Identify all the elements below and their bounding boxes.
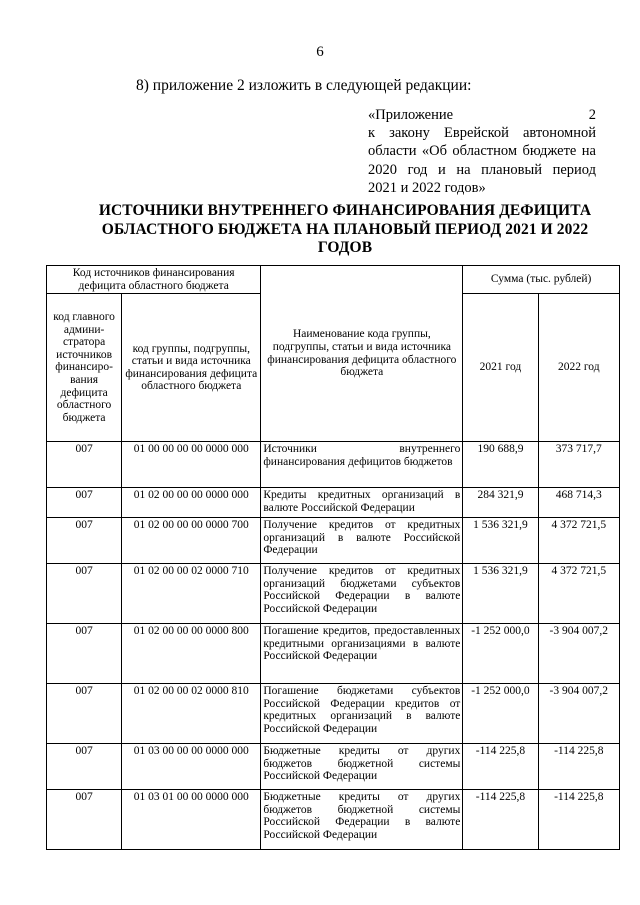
- source-code-cell: 01 03 00 00 00 0000 000: [122, 744, 261, 790]
- admin-code-cell: 007: [47, 684, 122, 744]
- appendix-line: к закону Еврейской автономной: [368, 125, 596, 142]
- source-code-cell: 01 02 00 00 00 0000 000: [122, 488, 261, 518]
- amount-2021-cell: 284 321,9: [463, 488, 538, 518]
- amount-2021-cell: 190 688,9: [463, 442, 538, 488]
- amount-2022-cell: -114 225,8: [538, 790, 619, 850]
- header-year-2021: 2021 год: [463, 294, 538, 442]
- appendix-reference: [368, 106, 596, 197]
- source-name-cell: Источники внутреннего финансирования дефицитов бюджетов: [261, 442, 463, 488]
- amount-2022-cell: 373 717,7: [538, 442, 619, 488]
- source-code-cell: 01 02 00 00 02 0000 810: [122, 684, 261, 744]
- header-name: Наименование кода группы, подгруппы, статьи и вида источника финансирования дефицита областного бюджета: [261, 266, 463, 442]
- header-sum: Сумма (тыс. рублей): [463, 266, 620, 294]
- admin-code-cell: 007: [47, 790, 122, 850]
- admin-code-cell: 007: [47, 518, 122, 564]
- amount-2021-cell: -114 225,8: [463, 790, 538, 850]
- source-name-cell: Получение кредитов от кредитных организаций в валюте Российской Федерации: [261, 518, 463, 564]
- table-row: [47, 624, 620, 684]
- amount-2021-cell: -1 252 000,0: [463, 684, 538, 744]
- header-year-2022: 2022 год: [538, 294, 619, 442]
- header-admin-code: код главного админи-стратора источников финансиро-вания дефицита областного бюджета: [47, 294, 122, 442]
- source-code-cell: 01 02 00 00 00 0000 700: [122, 518, 261, 564]
- intro-text: 8) приложение 2 изложить в следующей редакции:: [136, 77, 472, 94]
- table-row: [47, 442, 620, 488]
- title-line: ИСТОЧНИКИ ВНУТРЕННЕГО ФИНАНСИРОВАНИЯ ДЕФИЦИТА: [98, 202, 592, 219]
- source-code-cell: 01 02 00 00 02 0000 710: [122, 564, 261, 624]
- table-row: [47, 744, 620, 790]
- table-row: [47, 790, 620, 850]
- table-row: [47, 564, 620, 624]
- amount-2022-cell: -3 904 007,2: [538, 684, 619, 744]
- amount-2021-cell: 1 536 321,9: [463, 564, 538, 624]
- source-name-cell: Кредиты кредитных организаций в валюте Российской Федерации: [261, 488, 463, 518]
- table-row: [47, 488, 620, 518]
- amount-2021-cell: 1 536 321,9: [463, 518, 538, 564]
- appendix-line: 2020 год и на плановый период: [368, 161, 596, 178]
- admin-code-cell: 007: [47, 744, 122, 790]
- amount-2022-cell: -114 225,8: [538, 744, 619, 790]
- appendix-line: «Приложение 2: [368, 107, 596, 123]
- table-row: [47, 684, 620, 744]
- source-code-cell: 01 02 00 00 00 0000 800: [122, 624, 261, 684]
- admin-code-cell: 007: [47, 442, 122, 488]
- table-row: [47, 518, 620, 564]
- amount-2022-cell: -3 904 007,2: [538, 624, 619, 684]
- source-name-cell: Бюджетные кредиты от других бюджетов бюджетной системы Российской Федерации в валюте Российской Федерации: [261, 790, 463, 850]
- admin-code-cell: 007: [47, 564, 122, 624]
- appendix-line: области «Об областном бюджете на: [368, 143, 596, 160]
- source-name-cell: Погашение кредитов, предоставленных кредитными организациями в валюте Российской Федерации: [261, 624, 463, 684]
- financing-sources-table: [46, 265, 620, 850]
- title-line: ОБЛАСТНОГО БЮДЖЕТА НА ПЛАНОВЫЙ ПЕРИОД 2021 И 2022: [101, 220, 589, 238]
- title-line: ГОДОВ: [317, 239, 373, 256]
- admin-code-cell: 007: [47, 488, 122, 518]
- amount-2021-cell: -1 252 000,0: [463, 624, 538, 684]
- amount-2022-cell: 468 714,3: [538, 488, 619, 518]
- source-name-cell: Получение кредитов от кредитных организаций бюджетами субъектов Российской Федерации в валюте Российской Федерации: [261, 564, 463, 624]
- amount-2022-cell: 4 372 721,5: [538, 564, 619, 624]
- document-title: [60, 202, 630, 258]
- source-code-cell: 01 03 01 00 00 0000 000: [122, 790, 261, 850]
- page-number: 6: [316, 44, 324, 60]
- admin-code-cell: 007: [47, 624, 122, 684]
- source-name-cell: Погашение бюджетами субъектов Российской Федерации кредитов от кредитных организаций в валюте Российской Федерации: [261, 684, 463, 744]
- source-code-cell: 01 00 00 00 00 0000 000: [122, 442, 261, 488]
- amount-2022-cell: 4 372 721,5: [538, 518, 619, 564]
- source-name-cell: Бюджетные кредиты от других бюджетов бюджетной системы Российской Федерации: [261, 744, 463, 790]
- appendix-line: 2021 и 2022 годов»: [368, 179, 486, 196]
- header-group-code: код группы, подгруппы, статьи и вида источника финансирования дефицита областного бюджета: [122, 294, 261, 442]
- header-codes-group: Код источников финансирования дефицита областного бюджета: [47, 266, 261, 294]
- amount-2021-cell: -114 225,8: [463, 744, 538, 790]
